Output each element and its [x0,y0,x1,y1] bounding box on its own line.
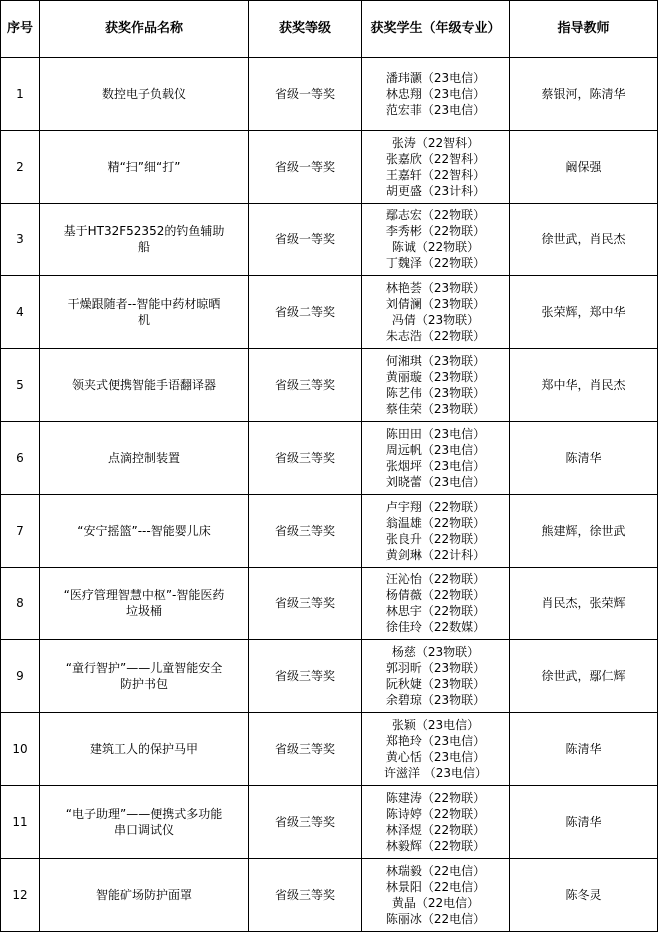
cell-seq: 11 [1,785,40,858]
student-entry: 林忠翔（23电信） [385,86,486,101]
table-row [1,494,658,567]
cell-students [362,567,510,640]
cell-seq: 4 [1,276,40,349]
student-entry: 朱志浩（22物联） [385,329,486,344]
cell-award-level: 省级一等奖 [249,130,362,203]
student-entry: 刘晓蕾（23电信） [385,474,486,489]
student-entry: 郑艳玲（23电信） [385,734,486,749]
student-entry: 林毅辉（22物联） [385,838,486,853]
cell-students [362,130,510,203]
cell-teacher: 徐世武，鄢仁辉 [510,640,658,713]
student-entry: 鄢志宏（22物联） [385,208,486,223]
student-entry: 阮秋婕（23物联） [385,677,486,692]
student-entry: 潘玮灏（23电信） [385,70,486,85]
cell-award-level: 省级一等奖 [249,203,362,276]
student-entry: 陈诚（22物联） [391,240,480,255]
header-seq: 序号 [1,1,40,58]
student-entry: 翁温雄（22物联） [385,515,486,530]
student-entry: 林思宇（22物联） [385,604,486,619]
cell-students [362,203,510,276]
cell-seq: 7 [1,494,40,567]
table-row [1,421,658,494]
cell-students [362,785,510,858]
cell-teacher: 阚保强 [510,130,658,203]
student-entry: 陈丽冰（22电信） [385,911,486,926]
student-entry: 张嘉欣（22智科） [385,151,486,166]
student-entry: 张烟坪（23电信） [385,458,486,473]
cell-teacher: 陈清华 [510,713,658,786]
table-row [1,203,658,276]
cell-work-name [40,276,249,349]
cell-teacher: 陈冬灵 [510,858,658,931]
student-entry: 刘倩澜（23物联） [385,297,486,312]
cell-award-level: 省级三等奖 [249,640,362,713]
cell-seq: 3 [1,203,40,276]
cell-students [362,713,510,786]
cell-work-name [40,421,249,494]
cell-teacher: 徐世武，肖民杰 [510,203,658,276]
cell-work-name [40,713,249,786]
header-row [1,1,658,58]
student-entry: 张颖（23电信） [391,718,480,733]
cell-students [362,276,510,349]
student-entry: 陈建涛（22物联） [385,790,486,805]
student-entry: 黄晶（22电信） [391,895,480,910]
student-entry: 徐佳玲（22数媒） [385,620,486,635]
cell-seq: 5 [1,349,40,422]
cell-award-level: 省级三等奖 [249,858,362,931]
cell-award-level: 省级三等奖 [249,349,362,422]
work-name-text: 精“扫”细“打” [107,159,181,174]
work-name-text: “安宁摇篮”---智能婴儿床 [77,523,211,538]
student-entry: 王嘉轩（22智科） [385,167,486,182]
student-entry: 黄丽璇（23物联） [385,370,486,385]
work-name-text: 建筑工人的保护马甲 [89,742,198,757]
cell-teacher: 张荣辉，郑中华 [510,276,658,349]
student-entry: 余碧琼（23物联） [385,693,486,708]
work-name-text: 基于HT32F52352的钓鱼辅助船 [63,224,225,255]
student-entry: 胡更盛（23计科） [385,183,486,198]
cell-work-name [40,58,249,131]
header-students: 获奖学生（年级专业） [362,1,510,58]
cell-students [362,640,510,713]
table-row [1,785,658,858]
cell-award-level: 省级二等奖 [249,276,362,349]
student-entry: 林艳荟（23物联） [385,281,486,296]
student-entry: 陈诗婷（22物联） [385,806,486,821]
student-entry: 丁魏泽（22物联） [385,256,486,271]
table-row [1,276,658,349]
student-entry: 何湘琪（23物联） [385,354,486,369]
work-name-text: 点滴控制装置 [107,450,180,465]
student-entry: 张良升（22物联） [385,531,486,546]
student-entry: 林泽煜（22物联） [385,822,486,837]
student-entry: 许滋洋 （23电信） [383,766,488,781]
cell-seq: 8 [1,567,40,640]
cell-teacher: 蔡银河，陈清华 [510,58,658,131]
cell-teacher: 郑中华，肖民杰 [510,349,658,422]
cell-seq: 2 [1,130,40,203]
student-entry: 范宏菲（23电信） [385,102,486,117]
cell-teacher: 陈清华 [510,785,658,858]
student-entry: 黄心恬（23电信） [385,750,486,765]
header-teacher: 指导教师 [510,1,658,58]
student-entry: 冯倩（23物联） [391,313,480,328]
cell-students [362,58,510,131]
work-name-text: “电子助理”——便携式多功能串口调试仪 [65,806,223,837]
student-entry: 杨倩薇（22物联） [385,588,486,603]
student-entry: 周远帆（23电信） [385,442,486,457]
cell-students [362,421,510,494]
student-entry: 林瑞毅（22电信） [385,863,486,878]
student-entry: 陈艺伟（23物联） [385,386,486,401]
header-work-name: 获奖作品名称 [40,1,249,58]
student-entry: 蔡佳荣（23物联） [385,402,486,417]
student-entry: 李秀彬（22物联） [385,224,486,239]
table-row [1,567,658,640]
cell-work-name [40,494,249,567]
cell-seq: 12 [1,858,40,931]
student-entry: 杨慈（23物联） [391,645,480,660]
cell-teacher: 熊建辉，徐世武 [510,494,658,567]
work-name-text: 智能矿场防护面罩 [95,887,192,902]
cell-award-level: 省级三等奖 [249,567,362,640]
student-entry: 张涛（22智科） [391,135,480,150]
cell-award-level: 省级三等奖 [249,421,362,494]
cell-students [362,858,510,931]
cell-work-name [40,785,249,858]
student-entry: 陈田田（23电信） [385,426,486,441]
work-name-text: 领夹式便携智能手语翻译器 [71,378,216,393]
table-row [1,58,658,131]
cell-seq: 6 [1,421,40,494]
cell-students [362,349,510,422]
cell-award-level: 省级三等奖 [249,713,362,786]
table-row [1,858,658,931]
table-row [1,713,658,786]
cell-teacher: 肖民杰，张荣辉 [510,567,658,640]
cell-work-name [40,858,249,931]
student-entry: 卢宇翔（22物联） [385,499,486,514]
student-entry: 黄剑琳（22计科） [385,547,486,562]
cell-award-level: 省级三等奖 [249,785,362,858]
student-entry: 林景阳（22电信） [385,879,486,894]
table-header [1,1,658,58]
student-entry: 汪沁怡（22物联） [385,572,486,587]
work-name-text: 干燥跟随者--智能中药材晾晒机 [67,297,221,328]
cell-work-name [40,567,249,640]
cell-award-level: 省级一等奖 [249,58,362,131]
cell-students [362,494,510,567]
cell-work-name [40,640,249,713]
work-name-text: 数控电子负载仪 [101,86,186,101]
cell-work-name [40,203,249,276]
cell-seq: 9 [1,640,40,713]
cell-work-name [40,349,249,422]
cell-seq: 1 [1,58,40,131]
cell-award-level: 省级三等奖 [249,494,362,567]
table-body [1,58,658,932]
cell-seq: 10 [1,713,40,786]
work-name-text: “医疗管理智慧中枢”-智能医药垃圾桶 [63,588,225,619]
table-row [1,640,658,713]
header-award-level: 获奖等级 [249,1,362,58]
table-row [1,349,658,422]
cell-teacher: 陈清华 [510,421,658,494]
table-row [1,130,658,203]
student-entry: 郭羽昕（23物联） [385,661,486,676]
work-name-text: “童行智护”——儿童智能安全防护书包 [65,661,223,692]
cell-work-name [40,130,249,203]
